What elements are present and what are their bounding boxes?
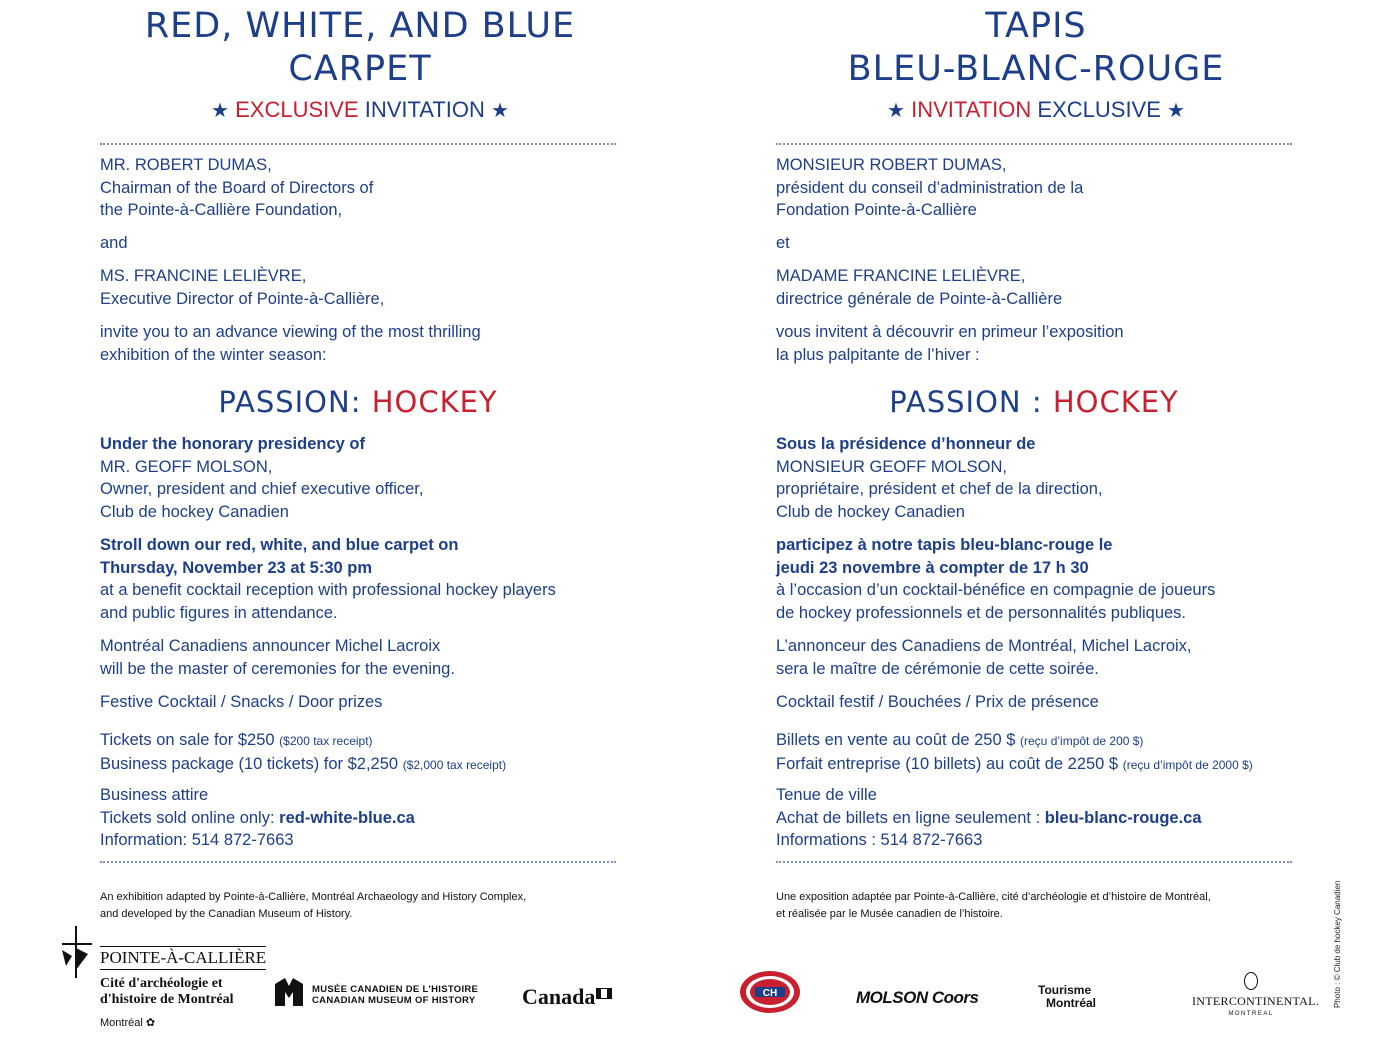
canadiens-logo (739, 970, 801, 1019)
pac-subtitle (100, 976, 234, 1008)
intercontinental-city: MONTREAL (1228, 1011, 1274, 1017)
announcer-line-2: sera le maître de cérémonie de cette soirée. (776, 659, 1099, 678)
ch-logo-icon (739, 970, 801, 1014)
invite-line-2: exhibition of the winter season: (100, 345, 327, 364)
credit-line-1: Une exposition adaptée par Pointe-à-Callière, cité d’archéologie et d’histoire de Montréal, (776, 891, 1211, 903)
dotted-divider (100, 143, 616, 145)
event-line-4: and public figures in attendance. (100, 603, 338, 622)
event-line-3: at a benefit cocktail reception with professional hockey players (100, 581, 556, 599)
subtitle-blue: EXCLUSIVE (1037, 97, 1161, 122)
star-icon: ★ (887, 100, 905, 122)
host2-title: Executive Director of Pointe-à-Callière, (100, 289, 385, 308)
tourisme-montreal-logo (1038, 984, 1096, 1010)
exhibition-credit (100, 889, 526, 923)
tickets-price: Tickets on sale for $250 (100, 731, 275, 749)
info-block (100, 784, 415, 852)
business-package: Forfait entreprise (10 billets) au coût de 2250 $ (776, 754, 1119, 773)
subtitle (100, 96, 620, 125)
host1-org: the Pointe-à-Callière Foundation, (100, 201, 343, 219)
announcer-line-1: Montréal Canadiens announcer Michel Lacroix (100, 637, 441, 655)
tickets-tax-note: (reçu d’impôt de 200 $) (1020, 734, 1144, 748)
honorary-block (100, 433, 423, 523)
invite-text (776, 321, 1124, 366)
tickets-block (776, 729, 1253, 776)
announcer-block (776, 635, 1192, 680)
montreal-wordmark (100, 1016, 155, 1029)
intercontinental-emblem-icon (1244, 972, 1258, 990)
business-package: Business package (10 tickets) for $2,250 (100, 754, 399, 773)
cmh-french: MUSÉE CANADIEN DE L'HISTOIRE (312, 984, 479, 995)
host2 (100, 265, 384, 310)
host1 (776, 154, 1083, 222)
invite-line-2: la plus palpitante de l’hiver : (776, 345, 980, 364)
announcer-line-2: will be the master of ceremonies for the evening. (100, 659, 455, 678)
passion-hockey-heading (776, 384, 1292, 420)
honorary-block (776, 433, 1103, 523)
title-line-2: CARPET (288, 49, 432, 89)
subtitle (776, 96, 1296, 125)
subtitle-red: INVITATION (911, 97, 1032, 122)
host1-name: MR. ROBERT DUMAS, (100, 156, 272, 174)
host1-title: président du conseil d’administration de la (776, 178, 1084, 197)
passion-text: PASSION : (889, 385, 1043, 419)
and-text: et (776, 234, 790, 252)
ch-mark: CH (762, 988, 778, 999)
invite-line-1: vous invitent à découvrir en primeur l’exposition (776, 323, 1124, 341)
host1-title: Chairman of the Board of Directors of (100, 178, 374, 197)
canada-text: Canada (522, 984, 596, 1009)
dotted-divider (776, 861, 1292, 863)
passion-hockey-heading (100, 384, 616, 420)
honorary-title: propriétaire, président et chef de la direction, (776, 480, 1103, 498)
tickets-tax-note: ($200 tax receipt) (279, 734, 373, 748)
title-line-1: RED, WHITE, AND BLUE (144, 6, 576, 46)
title-line-1: TAPIS (985, 6, 1087, 46)
online-url-link[interactable]: bleu-blanc-rouge.ca (1044, 808, 1202, 827)
molson-coors-logo: MOLSON Coors (856, 988, 979, 1007)
event-line-4: de hockey professionnels et de personnalités publiques. (776, 603, 1187, 622)
pac-name: POINTE-À-CALLIÈRE (100, 946, 266, 970)
event-line-3: à l’occasion d’un cocktail-bénéfice en compagnie de joueurs (776, 581, 1216, 599)
intercontinental-logo (1192, 972, 1320, 1017)
cmh-text (312, 984, 478, 1006)
pac-subtitle-line-1: Cité d'archéologie et (100, 976, 223, 991)
pac-emblem-icon (58, 926, 94, 978)
tourisme-text: Tourisme (1038, 983, 1092, 997)
credit-line-2: and developed by the Canadian Museum of History. (100, 908, 353, 920)
info-phone: Informations : 514 872-7663 (776, 831, 983, 849)
info-block (776, 784, 1202, 852)
hockey-text: HOCKEY (371, 385, 498, 419)
invite-text (100, 321, 481, 366)
honorary-heading: Sous la présidence d’honneur de (776, 435, 1036, 453)
online-label: Achat de billets en ligne seulement : (776, 808, 1041, 827)
credit-line-2: et réalisée par le Musée canadien de l’histoire. (776, 908, 1003, 920)
photo-credit: Photo : © Club de hockey Canadien (1333, 880, 1342, 1008)
passion-text: PASSION: (218, 385, 362, 419)
event-block (100, 534, 556, 624)
event-date: Thursday, November 23 at 5:30 pm (100, 558, 373, 577)
honorary-org: Club de hockey Canadien (776, 502, 965, 521)
honorary-heading: Under the honorary presidency of (100, 435, 365, 453)
title-line-2: BLEU-BLANC-ROUGE (847, 49, 1225, 89)
credit-line-1: An exhibition adapted by Pointe-à-Callière, Montréal Archaeology and History Complex, (100, 891, 527, 903)
hockey-text: HOCKEY (1052, 385, 1179, 419)
dotted-divider (776, 143, 1292, 145)
subtitle-red: EXCLUSIVE (235, 97, 359, 122)
host2-title: directrice générale de Pointe-à-Callière (776, 289, 1063, 308)
honorary-org: Club de hockey Canadien (100, 502, 289, 521)
star-icon: ★ (211, 100, 229, 122)
star-icon: ★ (491, 100, 509, 122)
honorary-title: Owner, president and chief executive officer, (100, 480, 424, 498)
announcer-line-1: L’annonceur des Canadiens de Montréal, Michel Lacroix, (776, 637, 1192, 655)
invite-line-1: invite you to an advance viewing of the most thrilling (100, 323, 481, 341)
online-label: Tickets sold online only: (100, 808, 275, 827)
host2-name: MS. FRANCINE LELIÈVRE, (100, 267, 307, 285)
info-phone: Information: 514 872-7663 (100, 831, 294, 849)
title (776, 5, 1296, 91)
festive-text: Festive Cocktail / Snacks / Door prizes (100, 693, 383, 711)
host2-name: MADAME FRANCINE LELIÈVRE, (776, 267, 1026, 285)
tickets-price: Billets en vente au coût de 250 $ (776, 731, 1016, 749)
host1-name: MONSIEUR ROBERT DUMAS, (776, 156, 1007, 174)
exhibition-credit (776, 889, 1211, 923)
montreal-text: Montréal (100, 1017, 143, 1029)
cmh-english: CANADIAN MUSEUM OF HISTORY (312, 995, 476, 1006)
event-date: jeudi 23 novembre à compter de 17 h 30 (776, 558, 1089, 577)
festive-text: Cocktail festif / Bouchées / Prix de présence (776, 693, 1099, 711)
tourisme-montreal-text: Montréal (1046, 996, 1097, 1010)
canada-flag-icon (596, 988, 612, 999)
intercontinental-name: INTERCONTINENTAL. (1192, 994, 1320, 1008)
event-block (776, 534, 1215, 624)
cmh-emblem-icon (275, 978, 303, 1006)
tickets-block (100, 729, 506, 776)
honorary-name: MR. GEOFF MOLSON, (100, 457, 273, 476)
and-text: and (100, 234, 128, 252)
dotted-divider (100, 861, 616, 863)
montreal-flower-icon: ✿ (145, 1017, 156, 1029)
honorary-name: MONSIEUR GEOFF MOLSON, (776, 457, 1008, 476)
canada-wordmark (522, 984, 612, 1010)
host1 (100, 154, 373, 222)
pac-subtitle-line-2: d'histoire de Montréal (100, 992, 234, 1007)
host1-org: Fondation Pointe-à-Callière (776, 201, 977, 219)
package-tax-note: (reçu d’impôt de 2000 $) (1122, 757, 1253, 772)
attire: Tenue de ville (776, 786, 877, 804)
event-bold-1: participez à notre tapis bleu-blanc-rouge le (776, 536, 1113, 554)
online-url-link[interactable]: red-white-blue.ca (279, 808, 415, 827)
host2 (776, 265, 1062, 310)
subtitle-blue: INVITATION (364, 97, 485, 122)
star-icon: ★ (1167, 100, 1185, 122)
event-bold-1: Stroll down our red, white, and blue carpet on (100, 536, 459, 554)
attire: Business attire (100, 786, 209, 804)
announcer-block (100, 635, 455, 680)
package-tax-note: ($2,000 tax receipt) (402, 757, 507, 772)
title (100, 5, 620, 91)
